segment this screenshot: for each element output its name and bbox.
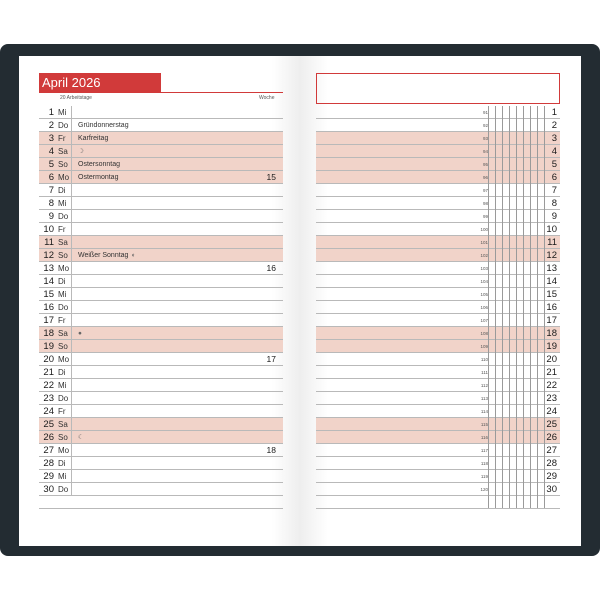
day-of-year: 117: [480, 448, 488, 453]
day-row[interactable]: [39, 275, 283, 288]
weekday-label: Di: [58, 186, 66, 195]
holiday-label: Ostermontag: [78, 174, 119, 181]
day-of-year: 112: [480, 383, 488, 388]
day-number: 18: [43, 328, 54, 339]
day-number-right: 15: [546, 289, 557, 300]
row-divider: [71, 431, 72, 443]
day-row[interactable]: [39, 470, 283, 483]
day-row[interactable]: [39, 444, 283, 457]
row-divider: [71, 353, 72, 365]
weekday-label: Mo: [58, 264, 70, 273]
day-of-year: 108: [480, 331, 488, 336]
day-number-right: 22: [546, 380, 557, 391]
bottom-rule: [39, 508, 283, 509]
row-divider: [71, 327, 72, 339]
weekday-label: Di: [58, 459, 66, 468]
day-row[interactable]: [39, 431, 283, 444]
week-number: 18: [266, 445, 276, 455]
row-divider: [71, 288, 72, 300]
weekday-label: Sa: [58, 238, 68, 247]
day-of-year: 96: [482, 175, 488, 180]
day-of-year: 118: [480, 461, 488, 466]
column-line: [537, 106, 538, 508]
holiday-label: Weißer Sonntag: [78, 252, 129, 259]
moon-phase-icon: ●: [78, 330, 82, 337]
row-divider: [71, 366, 72, 378]
day-number: 25: [43, 419, 54, 430]
weekday-label: Do: [58, 394, 69, 403]
row-divider: [71, 145, 72, 157]
column-line: [544, 106, 545, 508]
day-number: 14: [43, 276, 54, 287]
weekday-label: Mo: [58, 355, 70, 364]
day-of-year: 104: [480, 279, 488, 284]
day-number: 11: [44, 237, 54, 248]
day-number: 1: [48, 107, 54, 118]
day-row[interactable]: [39, 132, 283, 145]
day-row[interactable]: [39, 314, 283, 327]
day-row[interactable]: [39, 457, 283, 470]
bottom-rule-right: [316, 508, 560, 509]
week-number: 15: [266, 172, 276, 182]
moon-phase-icon: ◐: [131, 252, 136, 259]
row-divider: [71, 275, 72, 287]
day-number-right: 24: [546, 406, 557, 417]
weekday-label: Mi: [58, 290, 67, 299]
notes-box[interactable]: [316, 73, 560, 104]
day-row[interactable]: [39, 106, 283, 119]
day-number: 15: [43, 289, 54, 300]
day-number: 5: [48, 159, 54, 170]
day-number-right: 4: [551, 146, 557, 157]
column-line: [502, 106, 503, 508]
day-number-right: 16: [546, 302, 557, 313]
day-row[interactable]: [39, 366, 283, 379]
day-number: 16: [43, 302, 54, 313]
row-divider: [71, 379, 72, 391]
row-divider: [71, 210, 72, 222]
row-divider: [71, 314, 72, 326]
row-divider: [71, 236, 72, 248]
day-of-year: 115: [480, 422, 488, 427]
day-row[interactable]: [39, 327, 283, 340]
weekday-label: Sa: [58, 420, 68, 429]
holiday-label: Karfreitag: [78, 135, 109, 142]
day-number-right: 11: [547, 237, 557, 248]
weekday-label: Do: [58, 121, 69, 130]
day-number: 28: [43, 458, 54, 469]
row-divider: [71, 418, 72, 430]
day-number: 6: [48, 172, 54, 183]
day-of-year: 92: [482, 123, 488, 128]
column-line: [488, 106, 489, 508]
week-header: Woche: [259, 95, 275, 101]
day-number: 2: [48, 120, 54, 131]
row-divider: [71, 457, 72, 469]
day-number-right: 5: [551, 159, 557, 170]
day-of-year: 103: [480, 266, 488, 271]
weekday-label: Do: [58, 212, 69, 221]
day-number: 26: [43, 432, 54, 443]
weekday-label: So: [58, 251, 68, 260]
row-divider: [71, 470, 72, 482]
day-number-right: 9: [551, 211, 557, 222]
day-number: 20: [43, 354, 54, 365]
day-row[interactable]: [39, 210, 283, 223]
day-of-year: 95: [482, 162, 488, 167]
day-row[interactable]: [39, 249, 283, 262]
day-row[interactable]: [39, 197, 283, 210]
day-of-year: 110: [480, 357, 488, 362]
day-number: 24: [43, 406, 54, 417]
day-number-right: 2: [551, 120, 557, 131]
day-number-right: 21: [546, 367, 557, 378]
moon-phase-icon: ☾: [78, 434, 84, 441]
day-number-right: 19: [546, 341, 557, 352]
weekday-label: Di: [58, 368, 66, 377]
day-number-right: 28: [546, 458, 557, 469]
column-line: [523, 106, 524, 508]
day-row[interactable]: [39, 158, 283, 171]
row-divider: [71, 184, 72, 196]
month-divider: [39, 92, 283, 93]
day-of-year: 106: [480, 305, 488, 310]
row-divider: [71, 106, 72, 118]
weekday-label: So: [58, 342, 68, 351]
day-number-right: 14: [546, 276, 557, 287]
week-number: 16: [266, 263, 276, 273]
week-number: 17: [266, 354, 276, 364]
day-number-right: 12: [546, 250, 557, 261]
day-row[interactable]: [39, 418, 283, 431]
weekday-label: Mi: [58, 472, 67, 481]
holiday-label: Ostersonntag: [78, 161, 121, 168]
day-number: 27: [43, 445, 54, 456]
row-divider: [71, 158, 72, 170]
row-divider: [71, 340, 72, 352]
day-number: 3: [48, 133, 54, 144]
day-of-year: 102: [480, 253, 488, 258]
row-divider: [71, 444, 72, 456]
day-number-right: 1: [551, 107, 557, 118]
day-of-year: 109: [480, 344, 488, 349]
day-number: 30: [43, 484, 54, 495]
day-row[interactable]: [39, 236, 283, 249]
day-row[interactable]: [39, 184, 283, 197]
day-number-right: 20: [546, 354, 557, 365]
day-row[interactable]: [39, 340, 283, 353]
weekday-label: Do: [58, 485, 69, 494]
day-number-right: 6: [551, 172, 557, 183]
weekday-label: Mo: [58, 446, 70, 455]
day-number-right: 18: [546, 328, 557, 339]
day-number-right: 30: [546, 484, 557, 495]
day-row[interactable]: [39, 379, 283, 392]
day-row[interactable]: [39, 405, 283, 418]
row-divider: [71, 483, 72, 495]
day-row[interactable]: [39, 262, 283, 275]
row-divider: [71, 405, 72, 417]
day-number: 10: [43, 224, 54, 235]
day-number-right: 23: [546, 393, 557, 404]
day-of-year: 93: [482, 136, 488, 141]
day-number-right: 13: [546, 263, 557, 274]
day-number: 4: [48, 146, 54, 157]
day-of-year: 98: [482, 201, 488, 206]
day-of-year: 94: [482, 149, 488, 154]
day-of-year: 97: [482, 188, 488, 193]
weekday-label: Do: [58, 303, 69, 312]
weekday-label: So: [58, 160, 68, 169]
month-title: April 2026: [39, 73, 161, 92]
weekday-label: Fr: [58, 407, 66, 416]
day-row[interactable]: [39, 119, 283, 132]
weekday-label: Fr: [58, 134, 66, 143]
day-of-year: 119: [480, 474, 488, 479]
day-number: 19: [43, 341, 54, 352]
day-row[interactable]: [39, 301, 283, 314]
weekday-label: Sa: [58, 147, 68, 156]
day-row[interactable]: [39, 353, 283, 366]
day-of-year: 107: [480, 318, 488, 323]
day-of-year: 91: [482, 110, 488, 115]
day-number-right: 26: [546, 432, 557, 443]
row-divider: [71, 197, 72, 209]
weekday-label: Fr: [58, 225, 66, 234]
day-number: 7: [48, 185, 54, 196]
row-divider: [71, 262, 72, 274]
row-divider: [71, 119, 72, 131]
day-row[interactable]: [39, 171, 283, 184]
column-line: [516, 106, 517, 508]
day-of-year: 101: [480, 240, 488, 245]
column-line: [509, 106, 510, 508]
holiday-label: Gründonnerstag: [78, 122, 129, 129]
day-number: 23: [43, 393, 54, 404]
day-of-year: 111: [481, 370, 488, 375]
day-of-year: 113: [480, 396, 488, 401]
day-row[interactable]: [39, 145, 283, 158]
weekday-label: Sa: [58, 329, 68, 338]
day-of-year: 99: [482, 214, 488, 219]
moon-phase-icon: ☽: [78, 148, 84, 155]
day-number: 13: [43, 263, 54, 274]
day-of-year: 120: [480, 487, 488, 492]
row-divider: [71, 392, 72, 404]
day-number: 22: [43, 380, 54, 391]
day-of-year: 105: [480, 292, 488, 297]
column-line: [530, 106, 531, 508]
weekday-label: Mi: [58, 108, 67, 117]
day-number-right: 17: [546, 315, 557, 326]
day-row[interactable]: [39, 392, 283, 405]
weekday-label: Di: [58, 277, 66, 286]
day-number: 8: [48, 198, 54, 209]
day-number-right: 7: [551, 185, 557, 196]
day-of-year: 100: [480, 227, 488, 232]
weekday-label: Mo: [58, 173, 70, 182]
weekday-label: Mi: [58, 381, 67, 390]
day-row[interactable]: [39, 223, 283, 236]
row-divider: [71, 171, 72, 183]
row-divider: [71, 132, 72, 144]
row-divider: [71, 301, 72, 313]
day-number-right: 8: [551, 198, 557, 209]
day-number-right: 29: [546, 471, 557, 482]
day-row[interactable]: [39, 288, 283, 301]
day-number: 17: [43, 315, 54, 326]
row-divider: [71, 223, 72, 235]
column-line: [495, 106, 496, 508]
weekday-label: Mi: [58, 199, 67, 208]
day-number-right: 10: [546, 224, 557, 235]
day-number-right: 25: [546, 419, 557, 430]
day-number: 21: [43, 367, 54, 378]
workdays-label: 20 Arbeitstage: [60, 95, 92, 101]
day-of-year: 116: [480, 435, 488, 440]
day-row[interactable]: [39, 483, 283, 496]
day-number: 29: [43, 471, 54, 482]
weekday-label: Fr: [58, 316, 66, 325]
day-number: 9: [48, 211, 54, 222]
row-divider: [71, 249, 72, 261]
day-of-year: 114: [480, 409, 488, 414]
day-number-right: 3: [551, 133, 557, 144]
weekday-label: So: [58, 433, 68, 442]
day-number: 12: [43, 250, 54, 261]
day-number-right: 27: [546, 445, 557, 456]
